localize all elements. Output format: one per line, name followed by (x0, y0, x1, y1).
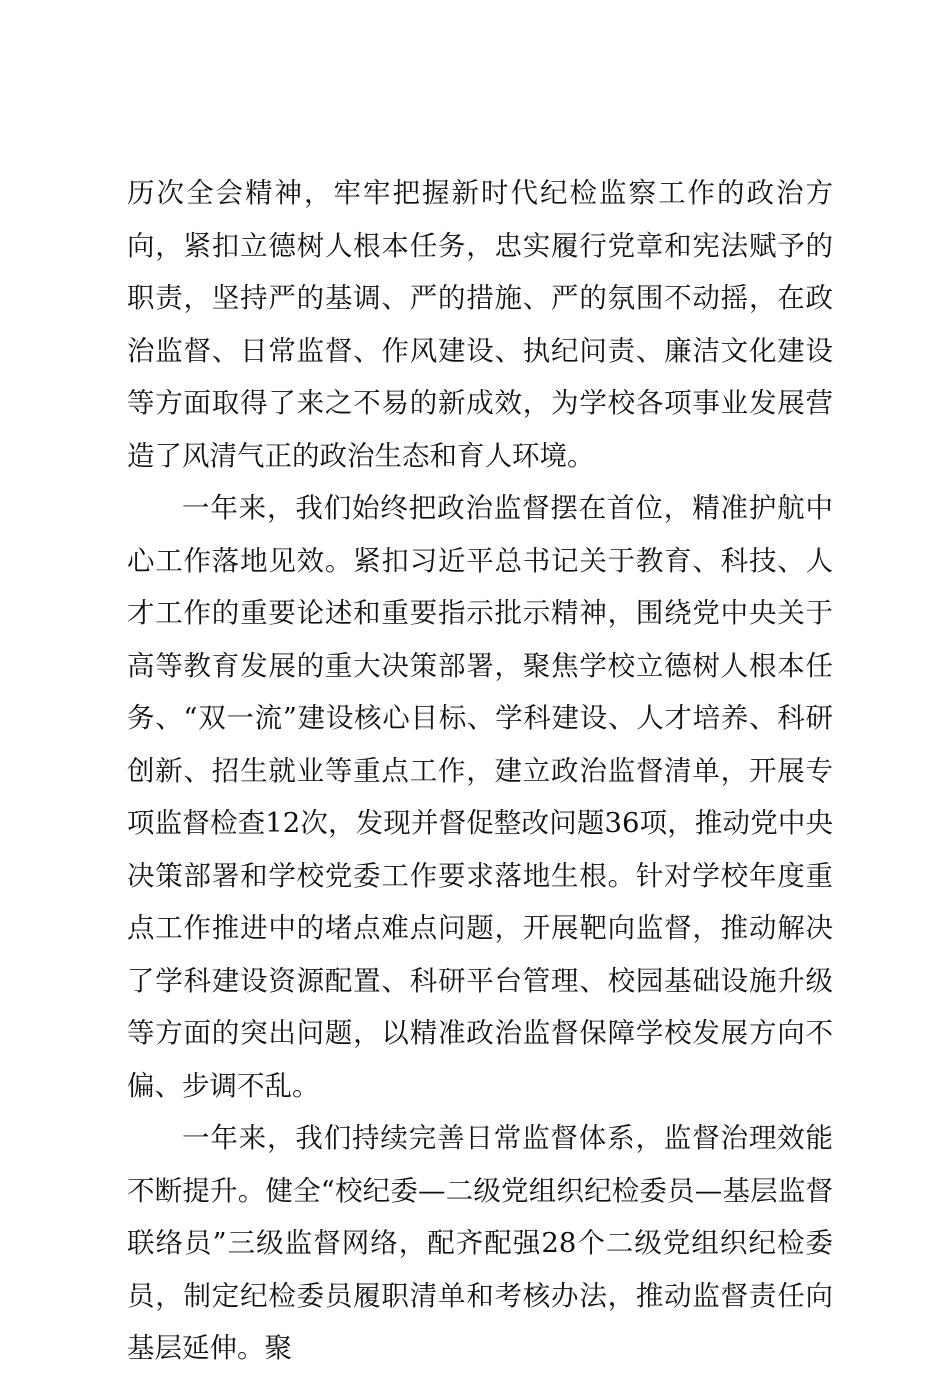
paragraph-political-supervision: 一年来，我们始终把政治监督摆在首位，精准护航中心工作落地见效。紧扣习近平总书记关于教育、科技、人才工作的重要论述和重要指示批示精神，围绕党中央关于高等教育发展的重大决策部署，聚焦学校立德树人根本任务、“双一流”建设核心目标、学科建设、人才培养、科研创新、招生就业等重点工作，建立政治监督清单，开展专项监督检查12次，发现并督促整改问题36项，推动党中央决策部署和学校党委工作要求落地生根。针对学校年度重点工作推进中的堵点难点问题，开展靶向监督，推动解决了学科建设资源配置、科研平台管理、校园基础设施升级等方面的突出问题，以精准政治监督保障学校发展方向不偏、步调不乱。 (127, 492, 833, 1102)
paragraph-daily-supervision: 一年来，我们持续完善日常监督体系，监督治理效能不断提升。健全“校纪委—二级党组织纪检委员—基层监督联络员”三级监督网络，配齐配强28个二级党组织纪检委员，制定纪检委员履职清单和考核办法，推动监督责任向基层延伸。聚 (127, 1122, 833, 1364)
document-body (127, 167, 833, 1375)
paragraph-continuation: 历次全会精神，牢牢把握新时代纪检监察工作的政治方向，紧扣立德树人根本任务，忠实履行党章和宪法赋予的职责，坚持严的基调、严的措施、严的氛围不动摇，在政治监督、日常监督、作风建设、执纪问责、廉洁文化建设等方面取得了来之不易的新成效，为学校各项事业发展营造了风清气正的政治生态和育人环境。 (127, 177, 833, 472)
